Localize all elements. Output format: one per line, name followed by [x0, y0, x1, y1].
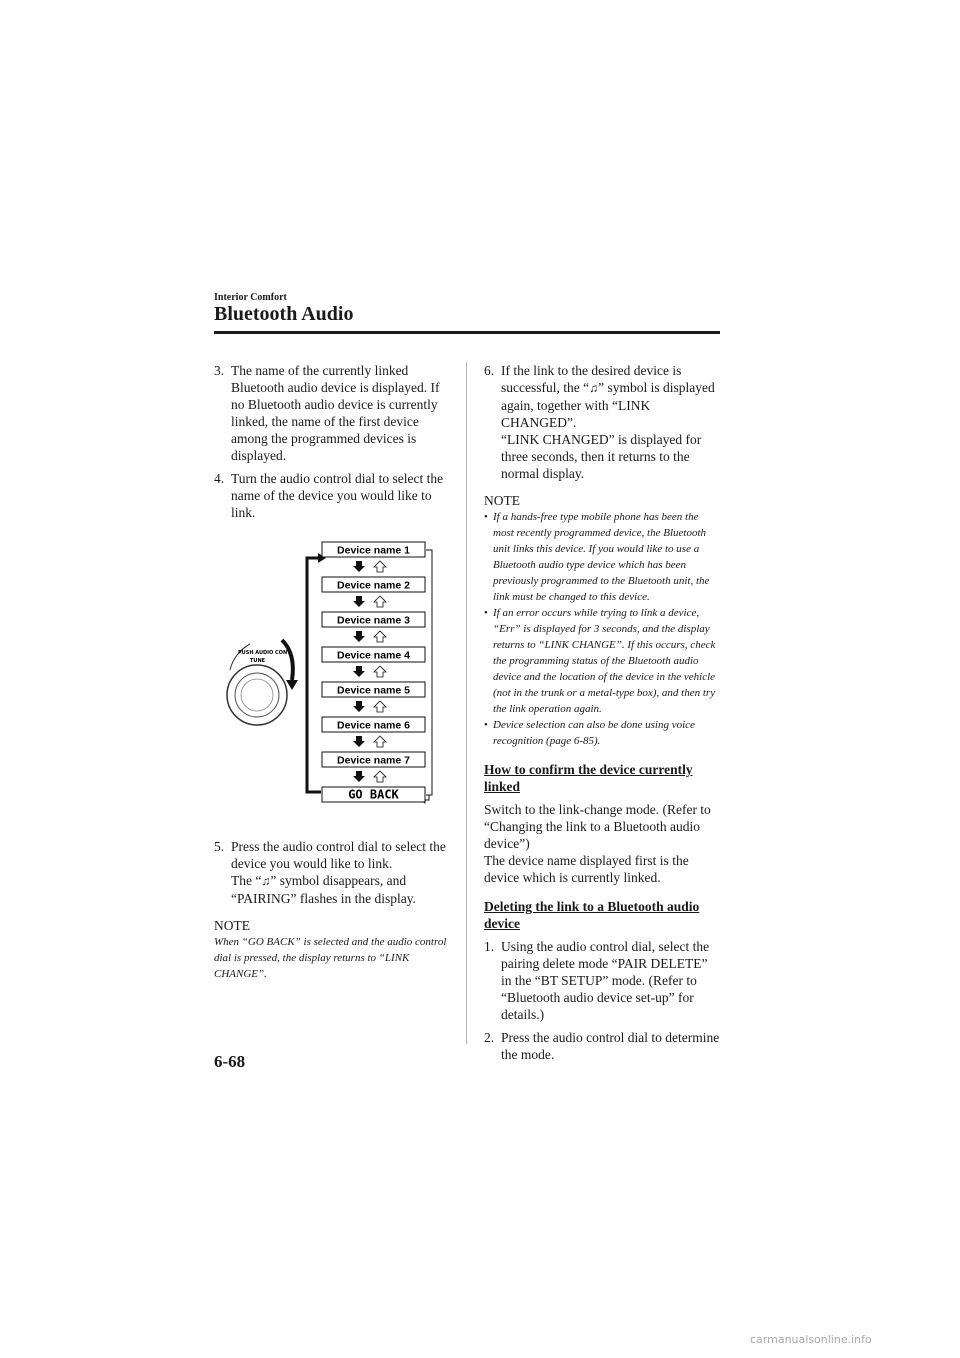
confirm-heading: How to confirm the device currently linked: [484, 762, 693, 794]
left-column: [214, 362, 454, 527]
arrow-down-icon: [353, 701, 365, 712]
arrow-down-icon: [353, 771, 365, 782]
step-number: 1.: [484, 939, 495, 954]
device-name-label: Device name 6: [337, 719, 410, 732]
confirm-text: Switch to the link-change mode. (Refer to “Changing the link to a Bluetooth audio device”) The device name displayed first is the device which is currently linked.: [484, 802, 711, 885]
note-title: NOTE: [214, 918, 250, 933]
arrow-up-icon: [374, 666, 386, 677]
step-text: Turn the audio control dial to select the name of the device you would like to link.: [231, 471, 444, 520]
delete-heading: Deleting the link to a Bluetooth audio device: [484, 899, 700, 931]
music-note-icon: ♫: [589, 381, 599, 395]
arrow-down-icon: [353, 561, 365, 572]
device-name-label: Device name 7: [337, 754, 410, 767]
dial-label: PUSH AUDIO CONT: [238, 650, 291, 656]
page-title: Bluetooth Audio: [214, 303, 354, 325]
go-back-label: GO BACK: [348, 787, 399, 802]
step-3: [214, 362, 454, 464]
device-selection-diagram: [210, 520, 460, 810]
arrow-up-icon: [374, 596, 386, 607]
arrow-up-icon: [374, 561, 386, 572]
arrow-up-icon: [374, 736, 386, 747]
section-label: Interior Comfort: [214, 292, 287, 303]
step-number: 4.: [214, 471, 225, 486]
watermark: carmanualsonline.info: [750, 1333, 872, 1346]
bullet-text: If an error occurs while trying to link a device, “Err” is displayed for 3 seconds, and the display returns to “LINK CHANGE”. If this occurs, check the programming status of the Bluetooth audio device and the location of the device in the vehicle (not in the trunk or a metal-type box), and then try the link operation again.: [493, 607, 716, 715]
step-text: ” symbol is displayed again, together with “LINK CHANGED”.: [501, 380, 715, 430]
arrow-up-icon: [374, 771, 386, 782]
dial-label: TUNE: [250, 658, 266, 664]
step-text: ” symbol disappears, and “PAIRING” flashes in the display.: [231, 873, 416, 906]
title-rule: [214, 331, 720, 334]
bullet-icon: •: [484, 719, 488, 731]
step-text: The “: [231, 873, 262, 888]
step-4: [214, 470, 454, 521]
note-title: NOTE: [484, 493, 520, 508]
page-number: 6-68: [214, 1052, 246, 1071]
note-bullet: [484, 605, 720, 717]
bullet-text: Device selection can also be done using voice recognition (page 6-85).: [493, 719, 695, 747]
device-name-label: Device name 4: [337, 649, 410, 662]
step-number: 2.: [484, 1030, 495, 1045]
note-bullet: [484, 717, 720, 749]
bullet-icon: •: [484, 511, 488, 523]
device-name-label: Device name 1: [337, 544, 410, 557]
bullet-icon: •: [484, 607, 488, 619]
audio-control-dial-icon: [227, 640, 298, 725]
music-note-icon: ♫: [261, 874, 271, 888]
column-divider: [466, 362, 467, 1044]
device-name-label: Device name 2: [337, 579, 410, 592]
arrow-down-icon: [353, 666, 365, 677]
step-6: [484, 362, 720, 482]
step-text: Press the audio control dial to select the device you would like to link.: [231, 839, 446, 871]
cycle-rail-left: [307, 558, 321, 792]
step-number: 5.: [214, 839, 225, 854]
device-name-label: Device name 3: [337, 614, 410, 627]
step-text: The name of the currently linked Bluetooth audio device is displayed. If no Bluetooth audio device is currently linked, the name of the first device among the programmed devices is displayed.: [231, 363, 440, 463]
arrow-down-icon: [353, 736, 365, 747]
step-number: 3.: [214, 363, 225, 378]
note-bullet: [484, 509, 720, 605]
step-text: If the link to the desired device is successful, the “: [501, 363, 682, 395]
step-5: [214, 838, 454, 907]
step-number: 6.: [484, 363, 495, 378]
arrow-down-icon: [353, 631, 365, 642]
device-name-label: Device name 5: [337, 684, 410, 697]
arrow-up-icon: [374, 631, 386, 642]
step-text: Using the audio control dial, select the pairing delete mode “PAIR DELETE” in the “BT SETUP” mode. (Refer to “Bluetooth audio device set-up” for details.): [501, 939, 710, 1022]
note-text: When “GO BACK” is selected and the audio control dial is pressed, the display returns to “LINK CHANGE”.: [214, 936, 447, 980]
step-text: Press the audio control dial to determine the mode.: [501, 1030, 720, 1062]
delete-step-1: [484, 938, 720, 1023]
cycle-rail-right: [426, 550, 432, 795]
left-column-lower: [214, 838, 454, 982]
arrow-up-icon: [374, 701, 386, 712]
right-column: [484, 362, 720, 1069]
arrow-down-icon: [353, 596, 365, 607]
delete-step-2: [484, 1029, 720, 1063]
bullet-text: If a hands-free type mobile phone has been the most recently programmed device, the Bluetooth unit links this device. If you would like to use a Bluetooth audio type device which has been previously programmed to the Bluetooth unit, the link must be changed to this device.: [493, 511, 710, 603]
step-text: “LINK CHANGED” is displayed for three seconds, then it returns to the normal display.: [501, 432, 702, 481]
